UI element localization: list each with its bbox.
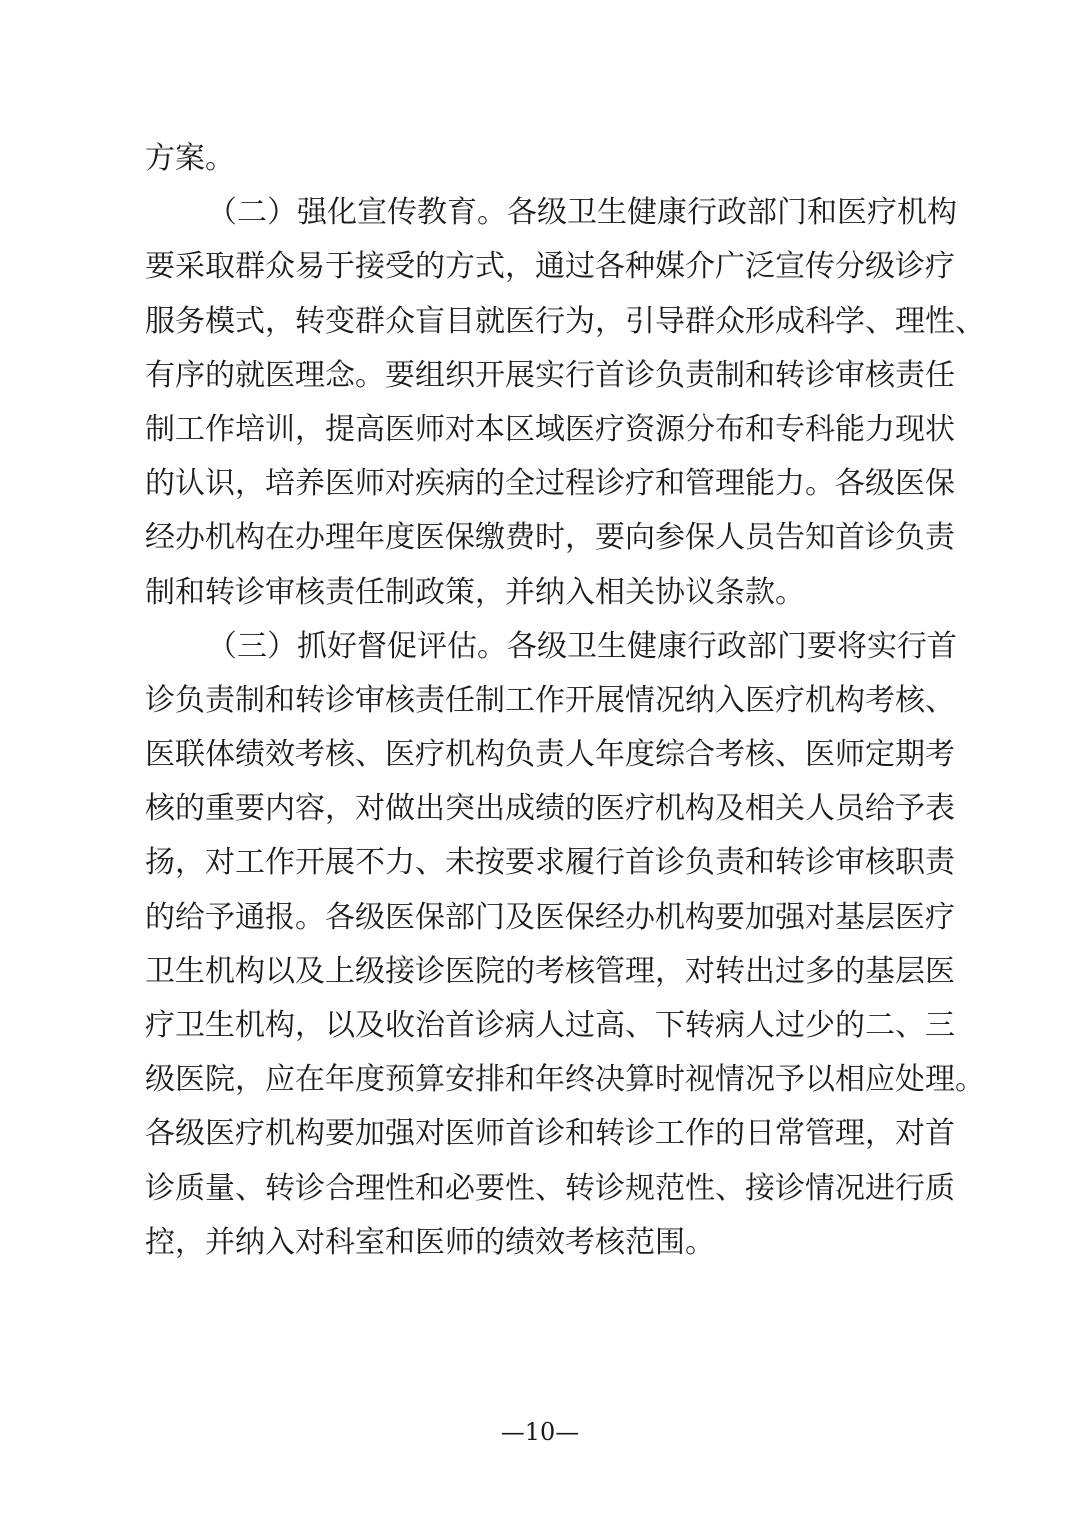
text-line: 的给予通报。各级医保部门及医保经办机构要加强对基层医疗 <box>145 899 955 935</box>
text-line: 有序的就医理念。要组织开展实行首诊负责制和转诊审核责任 <box>145 357 955 393</box>
text-line: 服务模式，转变群众盲目就医行为，引导群众形成科学、理性、 <box>145 303 985 339</box>
text-line: 卫生机构以及上级接诊医院的考核管理，对转出过多的基层医 <box>145 953 955 989</box>
section-3-heading-line: （三）抓好督促评估。各级卫生健康行政部门要将实行首 <box>207 628 957 664</box>
text-line: 诊质量、转诊合理性和必要性、转诊规范性、接诊情况进行质 <box>145 1170 955 1206</box>
text-line: 控，并纳入对科室和医师的绩效考核范围。 <box>145 1224 715 1260</box>
text-line: 制和转诊审核责任制政策，并纳入相关协议条款。 <box>145 574 805 610</box>
text-line: 医联体绩效考核、医疗机构负责人年度综合考核、医师定期考 <box>145 737 955 773</box>
text-line: 扬，对工作开展不力、未按要求履行首诊负责和转诊审核职责 <box>145 845 955 881</box>
text-line: 要采取群众易于接受的方式，通过各种媒介广泛宣传分级诊疗 <box>145 249 955 285</box>
text-line: 核的重要内容，对做出突出成绩的医疗机构及相关人员给予表 <box>145 791 955 827</box>
text-line: 各级医疗机构要加强对医师首诊和转诊工作的日常管理，对首 <box>145 1116 955 1152</box>
text-line: 制工作培训，提高医师对本区域医疗资源分布和专科能力现状 <box>145 411 955 447</box>
page-number: —10— <box>500 1418 580 1446</box>
document-body <box>145 132 985 1270</box>
text-line: 诊负责制和转诊审核责任制工作开展情况纳入医疗机构考核、 <box>145 682 955 718</box>
text-line: 的认识，培养医师对疾病的全过程诊疗和管理能力。各级医保 <box>145 466 955 502</box>
text-line: 疗卫生机构，以及收治首诊病人过高、下转病人过少的二、三 <box>145 1008 955 1043</box>
section-2-heading-line: （二）强化宣传教育。各级卫生健康行政部门和医疗机构 <box>207 195 957 231</box>
text-line: 方案。 <box>145 141 235 176</box>
text-line: 经办机构在办理年度医保缴费时，要向参保人员告知首诊负责 <box>145 520 955 556</box>
text-line: 级医院，应在年度预算安排和年终决算时视情况予以相应处理。 <box>145 1062 985 1098</box>
